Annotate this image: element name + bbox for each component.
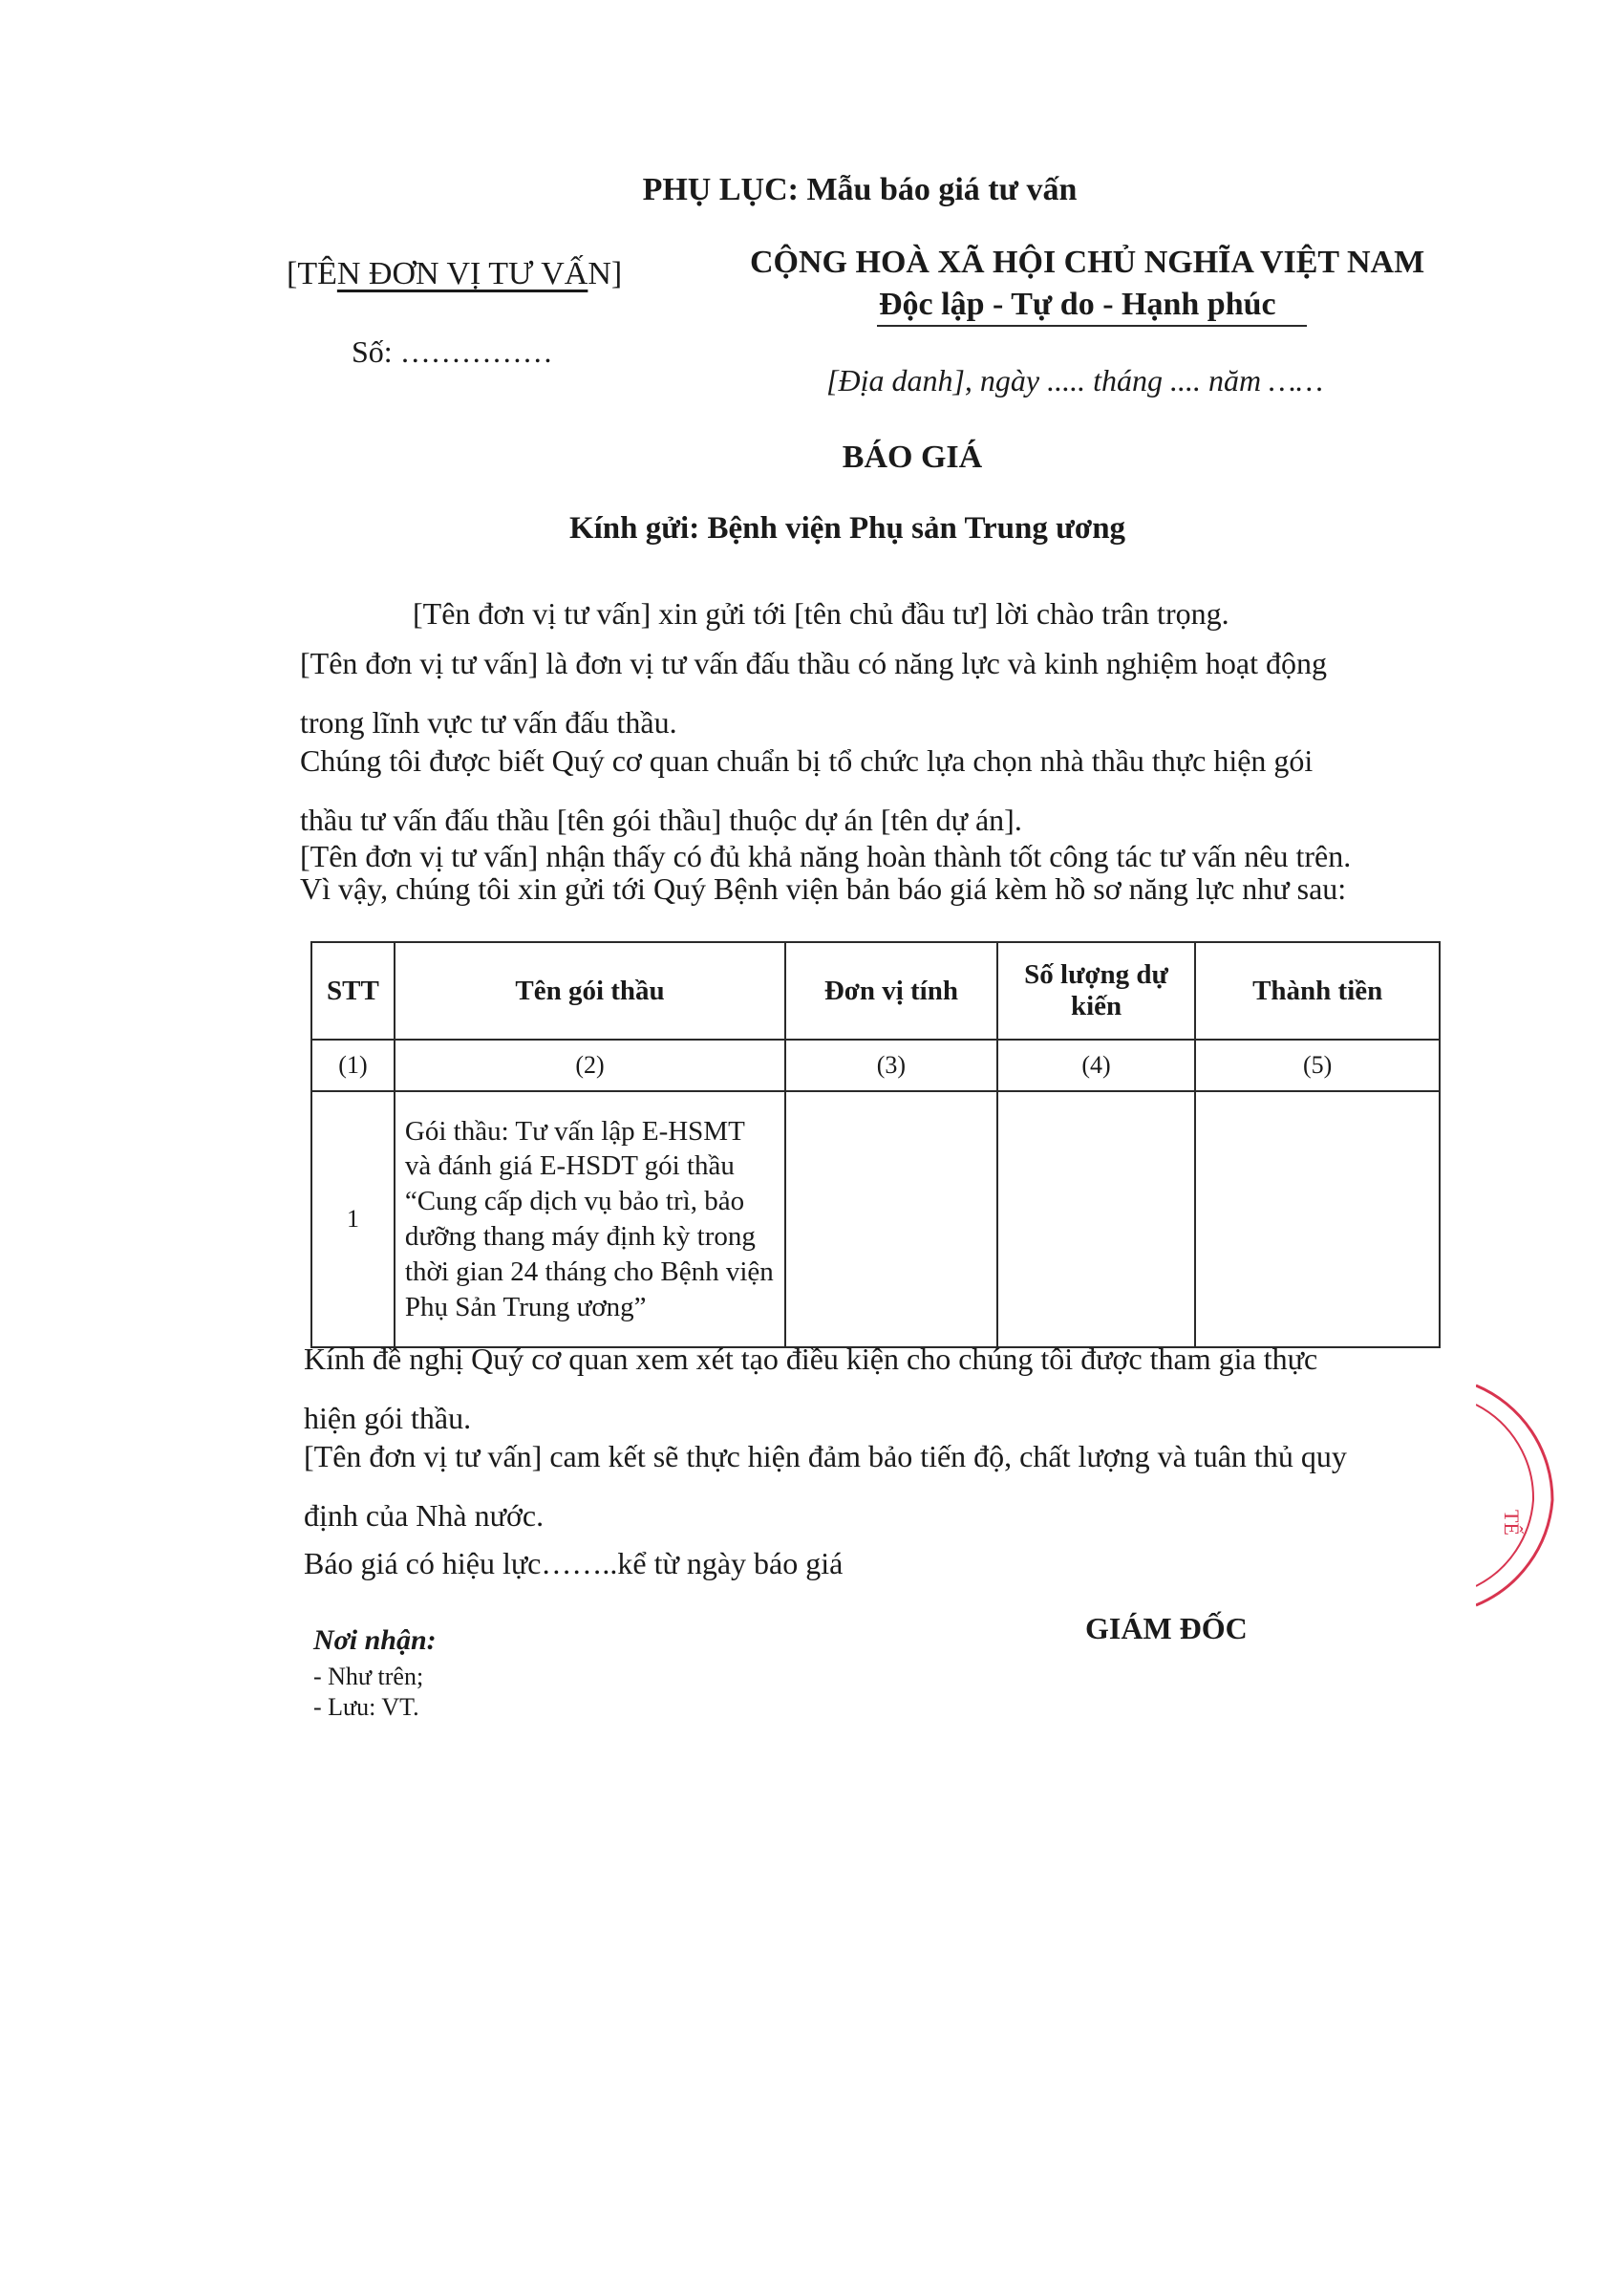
- row-quantity: [997, 1091, 1196, 1347]
- header-amount: Thành tiền: [1195, 942, 1440, 1040]
- motto-underline: [877, 325, 1307, 327]
- receivers-title: Nơi nhận:: [313, 1624, 437, 1656]
- table-index-row: [311, 1040, 1440, 1091]
- recipient-line: Kính gửi: Bệnh viện Phụ sản Trung ương: [568, 511, 1126, 546]
- national-title: CỘNG HOÀ XÃ HỘI CHỦ NGHĨA VIỆT NAM: [750, 245, 1425, 280]
- receiver-item: - Như trên;: [313, 1663, 424, 1690]
- table-row: [311, 1091, 1440, 1347]
- closing-paragraph-line-1: Kính đề nghị Quý cơ quan xem xét tạo điều kiện cho chúng tôi được tham gia thực: [304, 1342, 1318, 1376]
- index-cell: (1): [311, 1040, 395, 1091]
- index-cell: (3): [785, 1040, 997, 1091]
- header-unit: Đơn vị tính: [785, 942, 997, 1040]
- context-paragraph-line-1: Chúng tôi được biết Quý cơ quan chuẩn bị tổ chức lựa chọn nhà thầu thực hiện gói: [300, 743, 1314, 778]
- index-cell: (2): [395, 1040, 785, 1091]
- validity-line: Báo giá có hiệu lực……..kể từ ngày báo giá: [304, 1546, 844, 1580]
- offer-paragraph: Vì vậy, chúng tôi xin gửi tới Quý Bệnh viện bản báo giá kèm hồ sơ năng lực như sau:: [300, 871, 1347, 906]
- row-unit: [785, 1091, 997, 1347]
- capability-paragraph-line-1: [Tên đơn vị tư vấn] là đơn vị tư vấn đấu thầu có năng lực và kinh nghiệm hoạt động: [300, 646, 1327, 680]
- red-stamp-fragment: [1476, 1376, 1619, 1629]
- ability-paragraph: [Tên đơn vị tư vấn] nhận thấy có đủ khả năng hoàn thành tốt công tác tư vấn nêu trên.: [300, 839, 1352, 873]
- org-name-underlined: N ĐƠN VỊ TƯ VẤ: [336, 256, 588, 291]
- index-cell: (4): [997, 1040, 1196, 1091]
- document-number: Số: ……………: [352, 334, 553, 369]
- commitment-paragraph-line-2: định của Nhà nước.: [304, 1498, 545, 1533]
- closing-paragraph-line-2: hiện gói thầu.: [304, 1401, 472, 1435]
- signature-title: GIÁM ĐỐC: [1085, 1611, 1248, 1645]
- context-paragraph-line-2: thầu tư vấn đấu thầu [tên gói thầu] thuộc dự án [tên dự án].: [300, 803, 1022, 837]
- row-package-name: Gói thầu: Tư vấn lập E-HSMT và đánh giá E-HSDT gói thầu “Cung cấp dịch vụ bảo trì, bảo dưỡng thang máy định kỳ trong thời gian 24 tháng cho Bệnh viện Phụ Sản Trung ương”: [395, 1091, 785, 1347]
- document-title: BÁO GIÁ: [842, 440, 983, 475]
- org-name-close: N]: [588, 256, 623, 291]
- header-stt: STT: [311, 942, 395, 1040]
- commitment-paragraph-line-1: [Tên đơn vị tư vấn] cam kết sẽ thực hiện đảm bảo tiến độ, chất lượng và tuân thủ quy: [304, 1439, 1347, 1473]
- row-stt: 1: [311, 1091, 395, 1347]
- greeting-paragraph: [Tên đơn vị tư vấn] xin gửi tới [tên chủ đầu tư] lời chào trân trọng.: [413, 596, 1229, 631]
- appendix-title: PHỤ LỤC: Mẫu báo giá tư vấn: [642, 172, 1078, 207]
- capability-paragraph-line-2: trong lĩnh vực tư vấn đấu thầu.: [300, 705, 677, 740]
- national-motto: Độc lập - Tự do - Hạnh phúc: [879, 287, 1276, 322]
- place-date: [Địa danh], ngày ..... tháng .... năm ……: [826, 363, 1324, 397]
- quotation-table: [310, 941, 1441, 1348]
- header-quantity: Số lượng dự kiến: [997, 942, 1196, 1040]
- table-header-row: [311, 942, 1440, 1040]
- svg-text:TẾ: TẾ: [1500, 1510, 1524, 1535]
- header-package-name: Tên gói thầu: [395, 942, 785, 1040]
- receiver-item: - Lưu: VT.: [313, 1693, 419, 1721]
- index-cell: (5): [1195, 1040, 1440, 1091]
- row-amount: [1195, 1091, 1440, 1347]
- org-name-open: [TÊ: [287, 256, 337, 291]
- consulting-unit-name: [287, 256, 622, 292]
